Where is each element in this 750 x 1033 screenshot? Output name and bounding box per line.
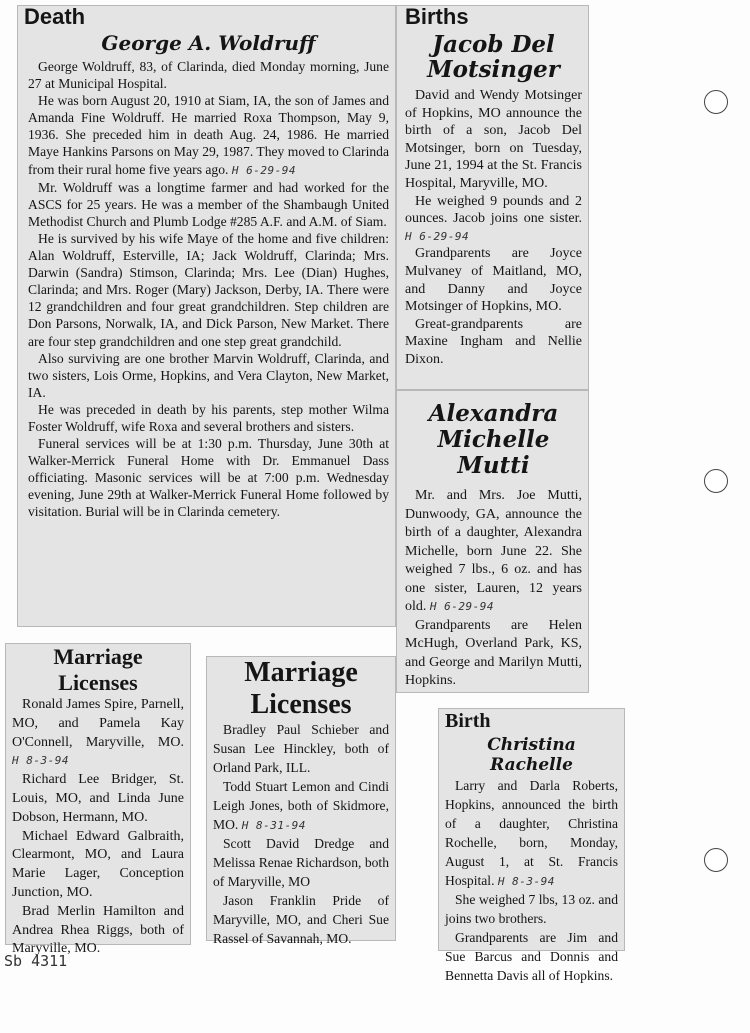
license-entry: Michael Edward Galbraith, Clearmont, MO, and Laura Marie Lager, Conception Junction, MO. [12, 828, 184, 900]
birth-paragraph: Grandparents are Joyce Mulvaney of Maitland, MO, and Danny and Joyce Motsinger of Hopkins, MO. [405, 246, 582, 315]
birth-paragraph: Great-grandparents are Maxine Ingham and Nellie Dixon. [405, 316, 582, 367]
birth-paragraph: David and Wendy Motsinger of Hopkins, MO announce the birth of a son, Jacob Del Motsinger, born on Tuesday, June 21, 1994 at the St. Francis Hospital, Maryville, MO. [405, 88, 582, 191]
death-notice-clipping [17, 5, 396, 627]
marriage-heading: Marriage Licenses [244, 657, 358, 720]
handwritten-date-note: H 8-31-94 [241, 818, 306, 832]
marriage-licenses-clipping-middle [206, 656, 396, 946]
license-entry: Brad Merlin Hamilton and Andrea Rhea Riggs, both of Maryville, MO. [12, 903, 184, 957]
death-paragraph: He was preceded in death by his parents, step mother Wilma Foster Woldruff, wife Roxa and several brothers and sisters. [28, 401, 389, 434]
birth-paragraph: Mr. and Mrs. Joe Mutti, Dunwoody, GA, announce the birth of a daughter, Alexandra Michelle, born June 22. She weighed 7 lbs., 6 oz. and has one sister, Lauren, 12 years old. H 6-29-94 [405, 488, 582, 614]
handwritten-date-note: H 6-29-94 [231, 163, 296, 177]
death-paragraph: Mr. Woldruff was a longtime farmer and had worked for the ASCS for 25 years. He was a member of the Shambaugh United Methodist Church and Plumb Lodge #285 A.F. and A.M. of Siam. [28, 179, 389, 229]
license-entry: Richard Lee Bridger, St. Louis, MO, and Linda June Dobson, Hermann, MO. [12, 772, 184, 825]
baby-name [405, 401, 582, 479]
license-entry: Todd Stuart Lemon and Cindi Leigh Jones, both of Skidmore, MO. H 8-31-94 [213, 778, 389, 832]
license-entry: Scott David Dredge and Melissa Renae Richardson, both of Maryville, MO [213, 836, 389, 890]
death-paragraph: Funeral services will be at 1:30 p.m. Thursday, June 30th at Walker-Merrick Funeral Home with Dr. Emmanuel Dass officiating. Masonic services will be at 7:00 p.m. Wednesday evening, June 29th at Walker-Merrick Funeral Home followed by visitation. Burial will be in Clarinda cemetery. [28, 436, 389, 520]
death-paragraph: Also surviving are one brother Marvin Woldruff, Clarinda, and two sisters, Lois Orme, Hopkins, and Vera Clayton, New Market, IA. [28, 350, 389, 400]
birth-mutti-clipping [396, 390, 589, 693]
birth-paragraph: Grandparents are Helen McHugh, Overland Park, KS, and George and Marilyn Mutti, Hopkins. [405, 617, 582, 688]
deceased-name: George A. Woldruff [101, 31, 316, 55]
license-entry: Jason Franklin Pride of Maryville, MO, and Cheri Sue Rassel of Savannah, MO. [213, 893, 389, 946]
birth-paragraph: She weighed 7 lbs, 13 oz. and joins two brothers. [445, 892, 618, 927]
death-paragraph: George Woldruff, 83, of Clarinda, died Monday morning, June 27 at Municipal Hospital. [28, 59, 389, 92]
baby-name-line: Michelle [437, 426, 550, 453]
baby-name: Christina Rachelle [487, 735, 576, 775]
birth-heading: Birth [445, 710, 491, 732]
birth-paragraph: He weighed 9 pounds and 2 ounces. Jacob joins one sister. H 6-29-94 [405, 193, 582, 243]
death-paragraph: He is survived by his wife Maye of the home and five children: Alan Woldruff, Esterville, IA; Jack Woldruff, Clarinda; Mrs. Darwin (Sandra) Stimson, Clarinda; Mrs. Lee (Dian) Hughes, Clarinda; and Mrs. Roger (Mary) Jackson, Derby, IA. There were 12 grandchildren and four great grandchildren. Step children are Don Parsons, Norwalk, IA, and Dick Parson, New Market. There are four step grandchildren and one step great grandchild. [28, 230, 389, 349]
birth-paragraph: Grandparents are Jim and Sue Barcus and Donnis and Bennetta Davis all of Hopkins. [445, 930, 618, 984]
births-heading: Births [405, 4, 469, 29]
baby-name-line: Alexandra [428, 400, 559, 427]
marriage-heading: Marriage Licenses [53, 644, 143, 695]
death-heading: Death [24, 4, 86, 29]
baby-name: Jacob Del Motsinger [427, 31, 560, 83]
births-clipping [396, 5, 589, 390]
handwritten-date-note: H 8-3-94 [12, 754, 69, 768]
birth-paragraph: Larry and Darla Roberts, Hopkins, announced the birth of a daughter, Christina Rochelle, born, Monday, August 1, at St. Francis Hospital. H 8-3-94 [445, 778, 618, 888]
binder-hole-icon [704, 848, 728, 872]
handwritten-date-note: H 6-29-94 [429, 600, 494, 613]
scrapbook-number: Sb 4311 [4, 952, 68, 970]
binder-hole-icon [704, 90, 728, 114]
license-entry: Bradley Paul Schieber and Susan Lee Hinckley, both of Orland Park, ILL. [213, 722, 389, 775]
baby-name-line: Mutti [457, 452, 530, 479]
birth-christina-clipping [438, 708, 625, 984]
marriage-licenses-clipping-left [5, 643, 191, 957]
handwritten-date-note: H 8-3-94 [497, 874, 555, 888]
death-paragraph: He was born August 20, 1910 at Siam, IA, the son of James and Amanda Fine Woldruff. He married Roxa Thompson, May 9, 1936. She preceded him in death Aug. 24, 1986. He married Maye Hankins Parsons on May 29, 1987. They moved to Clarinda from their rural home five years ago. H 6-29-94 [28, 93, 389, 177]
binder-hole-icon [704, 469, 728, 493]
handwritten-date-note: H 6-29-94 [405, 229, 470, 243]
license-entry: Ronald James Spire, Parnell, MO, and Pamela Kay O'Connell, Maryville, MO. H 8-3-94 [12, 697, 184, 768]
